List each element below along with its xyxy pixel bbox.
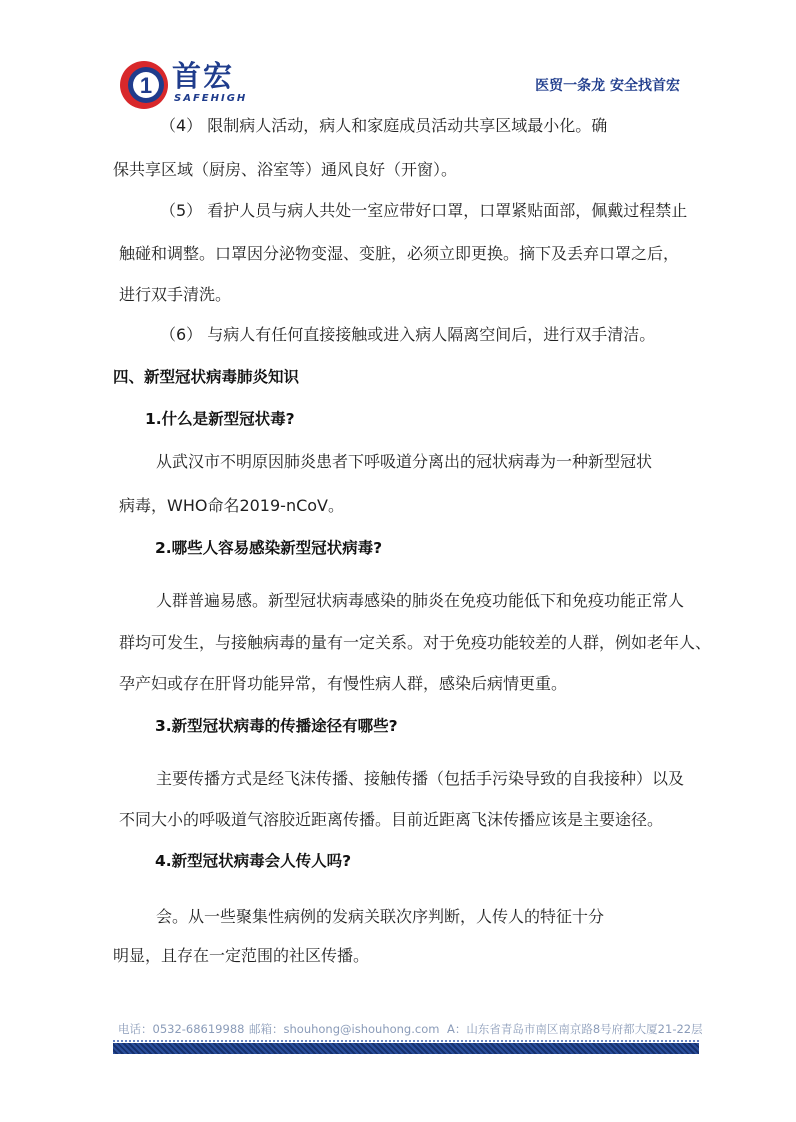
question-3: 3.新型冠状病毒的传播途径有哪些? [155,717,398,735]
answer-4-line-1: 会。从一些聚集性病例的发病关联次序判断，人传人的特征十分 [156,907,605,926]
answer-1-line-2: 病毒，WHO命名2019-nCoV。 [119,496,344,515]
paragraph-5-line-3: 进行双手清洗。 [119,285,232,304]
logo-icon [119,60,169,110]
paragraph-5-line-1: （5） 看护人员与病人共处一室应带好口罩，口罩紧贴面部，佩戴过程禁止 [160,201,688,220]
footer-divider [113,1040,699,1042]
footer-band [113,1043,699,1054]
paragraph-4-line-1: （4） 限制病人活动，病人和家庭成员活动共享区域最小化。确 [160,116,608,135]
question-4: 4.新型冠状病毒会人传人吗? [155,852,352,870]
answer-4-line-2: 明显，且存在一定范围的社区传播。 [113,946,370,965]
answer-3-line-2: 不同大小的呼吸道气溶胶近距离传播。目前近距离飞沫传播应该是主要途径。 [119,810,664,829]
paragraph-4-line-2: 保共享区域（厨房、浴室等）通风良好（开窗）。 [113,160,458,179]
question-1: 1.什么是新型冠状毒? [145,410,295,428]
question-2: 2.哪些人容易感染新型冠状病毒? [155,539,383,557]
section-4-title: 四、新型冠状病毒肺炎知识 [113,368,300,386]
footer-email: 邮箱：shouhong@ishouhong.com [249,1022,440,1036]
footer-address: A：山东省青岛市南区南京路8号府都大厦21-22层 [447,1022,703,1036]
answer-2-line-2: 群均可发生，与接触病毒的量有一定关系。对于免疫功能较差的人群，例如老年人、 [119,633,712,652]
answer-2-line-1: 人群普遍易感。新型冠状病毒感染的肺炎在免疫功能低下和免疫功能正常人 [156,591,685,610]
answer-1-line-1: 从武汉市不明原因肺炎患者下呼吸道分离出的冠状病毒为一种新型冠状 [156,452,653,471]
answer-2-line-3: 孕产妇或存在肝肾功能异常，有慢性病人群，感染后病情更重。 [119,674,568,693]
paragraph-6-line-1: （6） 与病人有任何直接接触或进入病人隔离空间后，进行双手清洁。 [160,325,656,344]
answer-3-line-1: 主要传播方式是经飞沫传播、接触传播（包括手污染导致的自我接种）以及 [156,769,685,788]
paragraph-5-line-2: 触碰和调整。口罩因分泌物变湿、变脏，必须立即更换。摘下及丢弃口罩之后， [119,244,680,263]
header-slogan: 医贸一条龙 安全找首宏 [535,78,680,94]
logo-digit: 1 [139,73,153,98]
brand-name: 首宏 [172,59,235,93]
brand-name-en: SAFEHIGH [174,93,248,104]
footer-phone: 电话：0532-68619988 [118,1022,245,1036]
